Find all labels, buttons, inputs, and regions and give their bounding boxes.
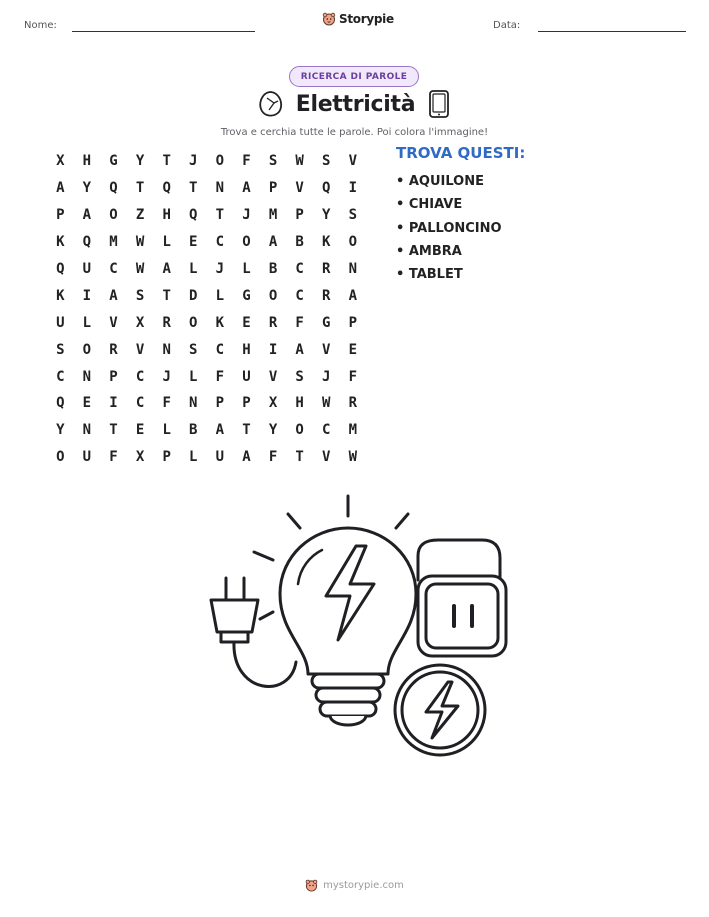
grid-cell[interactable]: I xyxy=(109,395,118,412)
grid-cell[interactable]: O xyxy=(56,449,65,466)
grid-cell[interactable]: N xyxy=(215,180,225,197)
brand-name: Storypie xyxy=(339,12,394,26)
instructions: Trova e cerchia tutte le parole. Poi colora l'immagine! xyxy=(220,127,489,138)
section-badge: RICERCA DI PAROLE xyxy=(289,66,419,87)
grid-cell[interactable]: F xyxy=(295,314,304,331)
grid-cell[interactable]: U xyxy=(82,261,92,277)
grid-cell[interactable]: W xyxy=(348,449,358,466)
grid-cell[interactable]: U xyxy=(82,449,92,466)
grid-cell[interactable]: Y xyxy=(82,180,92,197)
grid-cell[interactable]: S xyxy=(56,341,65,358)
grid-cell[interactable]: P xyxy=(295,207,304,224)
name-line[interactable] xyxy=(72,31,255,32)
grid-cell[interactable]: E xyxy=(135,422,145,439)
grid-cell[interactable]: O xyxy=(242,234,251,251)
grid-cell[interactable]: E xyxy=(189,234,198,251)
grid-cell[interactable]: J xyxy=(242,207,251,224)
grid-cell[interactable]: C xyxy=(322,422,331,439)
grid-cell[interactable]: J xyxy=(322,368,331,385)
grid-cell[interactable]: Y xyxy=(56,422,65,439)
grid-cell[interactable]: O xyxy=(268,287,278,304)
grid-cell[interactable]: X xyxy=(135,314,145,331)
grid-cell[interactable]: T xyxy=(215,207,225,224)
grid-cell[interactable]: T xyxy=(135,180,145,197)
title-row xyxy=(0,89,709,119)
grid-cell[interactable]: J xyxy=(162,368,171,385)
grid-cell[interactable]: A xyxy=(82,207,92,224)
grid-cell[interactable]: M xyxy=(268,207,278,224)
page-title: Elettricità xyxy=(295,91,416,117)
grid-cell[interactable]: R xyxy=(322,261,331,277)
word-list xyxy=(396,144,525,286)
grid-cell[interactable]: Q xyxy=(189,207,198,224)
grid-cell[interactable]: P xyxy=(268,180,278,197)
grid-cell[interactable]: I xyxy=(348,180,358,197)
grid-cell[interactable]: L xyxy=(189,368,198,385)
grid-cell[interactable]: J xyxy=(215,261,225,277)
grid-cell[interactable]: Z xyxy=(135,207,145,224)
grid-cell[interactable]: A xyxy=(109,287,118,304)
word-item: • TABLET xyxy=(396,267,463,283)
grid-cell[interactable]: E xyxy=(82,395,92,412)
storypie-mascot-icon xyxy=(305,879,318,892)
date-line[interactable] xyxy=(538,31,686,32)
grid-cell[interactable]: S xyxy=(295,368,304,385)
grid-cell[interactable]: Q xyxy=(56,395,65,412)
grid-cell[interactable]: R xyxy=(162,314,171,331)
grid-cell[interactable]: L xyxy=(215,287,225,304)
grid-cell[interactable]: H xyxy=(82,153,92,170)
grid-cell[interactable]: L xyxy=(189,449,198,466)
grid-cell[interactable]: C xyxy=(295,287,304,304)
grid-cell[interactable]: U xyxy=(242,368,251,385)
grid-cell[interactable]: S xyxy=(135,287,145,304)
grid-cell[interactable]: B xyxy=(189,422,198,439)
grid-cell[interactable]: R xyxy=(268,314,278,331)
grid-cell[interactable]: Q xyxy=(109,180,118,197)
grid-cell[interactable]: U xyxy=(56,314,65,331)
lightning-bolt-icon xyxy=(395,665,485,755)
grid-cell[interactable]: B xyxy=(268,261,278,277)
grid-cell[interactable]: X xyxy=(135,449,145,466)
word-search-grid[interactable] xyxy=(47,148,366,471)
grid-cell[interactable]: P xyxy=(242,395,251,412)
grid-cell[interactable]: O xyxy=(82,341,92,358)
grid-cell[interactable]: M xyxy=(348,422,358,439)
grid-cell[interactable]: L xyxy=(242,261,251,277)
grid-cell[interactable]: K xyxy=(56,287,65,304)
name-label: Nome: xyxy=(24,20,57,31)
grid-cell[interactable]: R xyxy=(109,341,118,358)
grid-cell[interactable]: B xyxy=(295,234,304,251)
grid-cell[interactable]: F xyxy=(109,449,118,466)
grid-cell[interactable]: A xyxy=(242,449,251,466)
grid-cell[interactable]: R xyxy=(348,395,358,412)
grid-cell[interactable]: I xyxy=(82,287,92,304)
grid-cell[interactable]: H xyxy=(242,341,251,358)
grid-cell[interactable]: O xyxy=(189,314,198,331)
grid-cell[interactable]: C xyxy=(135,395,145,412)
grid-cell[interactable]: R xyxy=(322,287,331,304)
grid-cell[interactable]: V xyxy=(348,153,358,170)
grid-cell[interactable]: N xyxy=(348,261,358,277)
word-item: • AQUILONE xyxy=(396,174,484,189)
grid-cell[interactable]: W xyxy=(135,234,145,251)
grid-cell[interactable]: T xyxy=(162,287,171,304)
grid-cell[interactable]: S xyxy=(189,341,198,358)
grid-cell[interactable]: P xyxy=(215,395,225,412)
date-label: Data: xyxy=(493,20,521,31)
grid-cell[interactable]: E xyxy=(348,341,358,358)
word-item: • CHIAVE xyxy=(396,197,463,213)
grid-cell[interactable]: Y xyxy=(268,422,278,439)
grid-cell[interactable]: I xyxy=(268,341,278,358)
grid-cell[interactable]: G xyxy=(242,287,251,304)
grid-cell[interactable]: C xyxy=(215,341,225,358)
grid-cell[interactable]: N xyxy=(82,368,92,385)
grid-cell[interactable]: A xyxy=(242,180,251,197)
grid-cell[interactable]: F xyxy=(215,368,225,385)
grid-cell[interactable]: T xyxy=(295,449,304,466)
grid-cell[interactable]: T xyxy=(189,180,198,197)
grid-cell[interactable]: P xyxy=(56,207,65,224)
word-item: • PALLONCINO xyxy=(396,220,502,236)
grid-cell[interactable]: N xyxy=(162,341,171,358)
grid-cell[interactable]: A xyxy=(295,341,304,358)
amber-stone-icon xyxy=(258,90,284,118)
grid-cell[interactable]: C xyxy=(215,234,225,251)
grid-cell[interactable]: Q xyxy=(322,180,331,197)
grid-cell[interactable]: T xyxy=(242,422,251,439)
footer xyxy=(0,879,709,892)
footer-url[interactable]: mystorypie.com xyxy=(323,880,404,891)
grid-cell[interactable]: L xyxy=(162,422,171,439)
grid-cell[interactable]: O xyxy=(348,234,358,251)
grid-cell[interactable]: V xyxy=(135,341,145,358)
grid-cell[interactable]: X xyxy=(268,395,278,412)
grid-cell[interactable]: L xyxy=(82,314,92,331)
grid-cell[interactable]: X xyxy=(56,153,65,170)
grid-cell[interactable]: C xyxy=(135,368,145,385)
coloring-illustration[interactable] xyxy=(196,484,516,764)
grid-cell[interactable]: G xyxy=(322,314,331,331)
grid-cell[interactable]: A xyxy=(215,422,225,439)
grid-cell[interactable]: S xyxy=(322,153,331,170)
grid-cell[interactable]: G xyxy=(109,153,118,170)
grid-cell[interactable]: M xyxy=(109,234,118,251)
grid-cell[interactable]: A xyxy=(268,234,278,251)
grid-cell[interactable]: U xyxy=(215,449,225,466)
grid-cell[interactable]: A xyxy=(348,287,358,304)
grid-cell[interactable]: E xyxy=(242,314,251,331)
grid-cell[interactable]: P xyxy=(348,314,358,331)
grid-cell[interactable]: V xyxy=(322,341,331,358)
grid-cell[interactable]: Y xyxy=(135,153,145,170)
tablet-icon xyxy=(427,89,451,119)
grid-cell[interactable]: S xyxy=(268,153,278,170)
grid-cell[interactable]: W xyxy=(295,153,304,170)
grid-cell[interactable]: H xyxy=(162,207,171,224)
wall-socket-icon xyxy=(418,540,506,656)
grid-cell[interactable]: Q xyxy=(162,180,171,197)
word-item: • AMBRA xyxy=(396,243,462,259)
grid-cell[interactable]: C xyxy=(56,368,65,385)
grid-cell[interactable]: F xyxy=(242,153,251,170)
grid-cell[interactable]: V xyxy=(322,449,331,466)
grid-cell[interactable]: N xyxy=(189,395,198,412)
grid-cell[interactable]: W xyxy=(135,261,145,277)
grid-cell[interactable]: N xyxy=(82,422,92,439)
storypie-mascot-icon xyxy=(322,12,336,26)
grid-cell[interactable]: O xyxy=(109,207,118,224)
grid-cell[interactable]: J xyxy=(189,153,198,170)
grid-cell[interactable]: S xyxy=(348,207,358,224)
grid-cell[interactable]: A xyxy=(162,261,171,277)
grid-cell[interactable]: V xyxy=(109,314,118,331)
grid-cell[interactable]: H xyxy=(295,395,304,412)
grid-cell[interactable]: D xyxy=(189,287,198,304)
grid-cell[interactable]: T xyxy=(162,153,171,170)
grid-cell[interactable]: Q xyxy=(82,234,92,251)
grid-cell[interactable]: L xyxy=(189,261,198,277)
grid-cell[interactable]: K xyxy=(215,314,225,331)
grid-cell[interactable]: P xyxy=(109,368,118,385)
grid-cell[interactable]: F xyxy=(348,368,358,385)
grid-cell[interactable]: F xyxy=(268,449,278,466)
grid-cell[interactable]: W xyxy=(322,395,331,412)
grid-cell[interactable]: P xyxy=(162,449,171,466)
light-bulb-icon xyxy=(280,528,416,725)
grid-cell[interactable]: O xyxy=(215,153,225,170)
grid-cell[interactable]: O xyxy=(295,422,304,439)
word-list-heading: TROVA QUESTI: xyxy=(396,144,526,162)
grid-cell[interactable]: K xyxy=(322,234,331,251)
grid-cell[interactable]: C xyxy=(295,261,304,277)
brand-logo xyxy=(322,12,394,26)
grid-cell[interactable]: L xyxy=(162,234,171,251)
grid-cell[interactable]: F xyxy=(162,395,171,412)
grid-cell[interactable]: V xyxy=(268,368,278,385)
grid-cell[interactable]: Y xyxy=(322,207,331,224)
grid-cell[interactable]: A xyxy=(56,180,65,197)
grid-cell[interactable]: C xyxy=(109,261,118,277)
grid-cell[interactable]: T xyxy=(109,422,118,439)
grid-cell[interactable]: Q xyxy=(56,261,65,277)
grid-cell[interactable]: K xyxy=(56,234,65,251)
grid-cell[interactable]: V xyxy=(295,180,304,197)
